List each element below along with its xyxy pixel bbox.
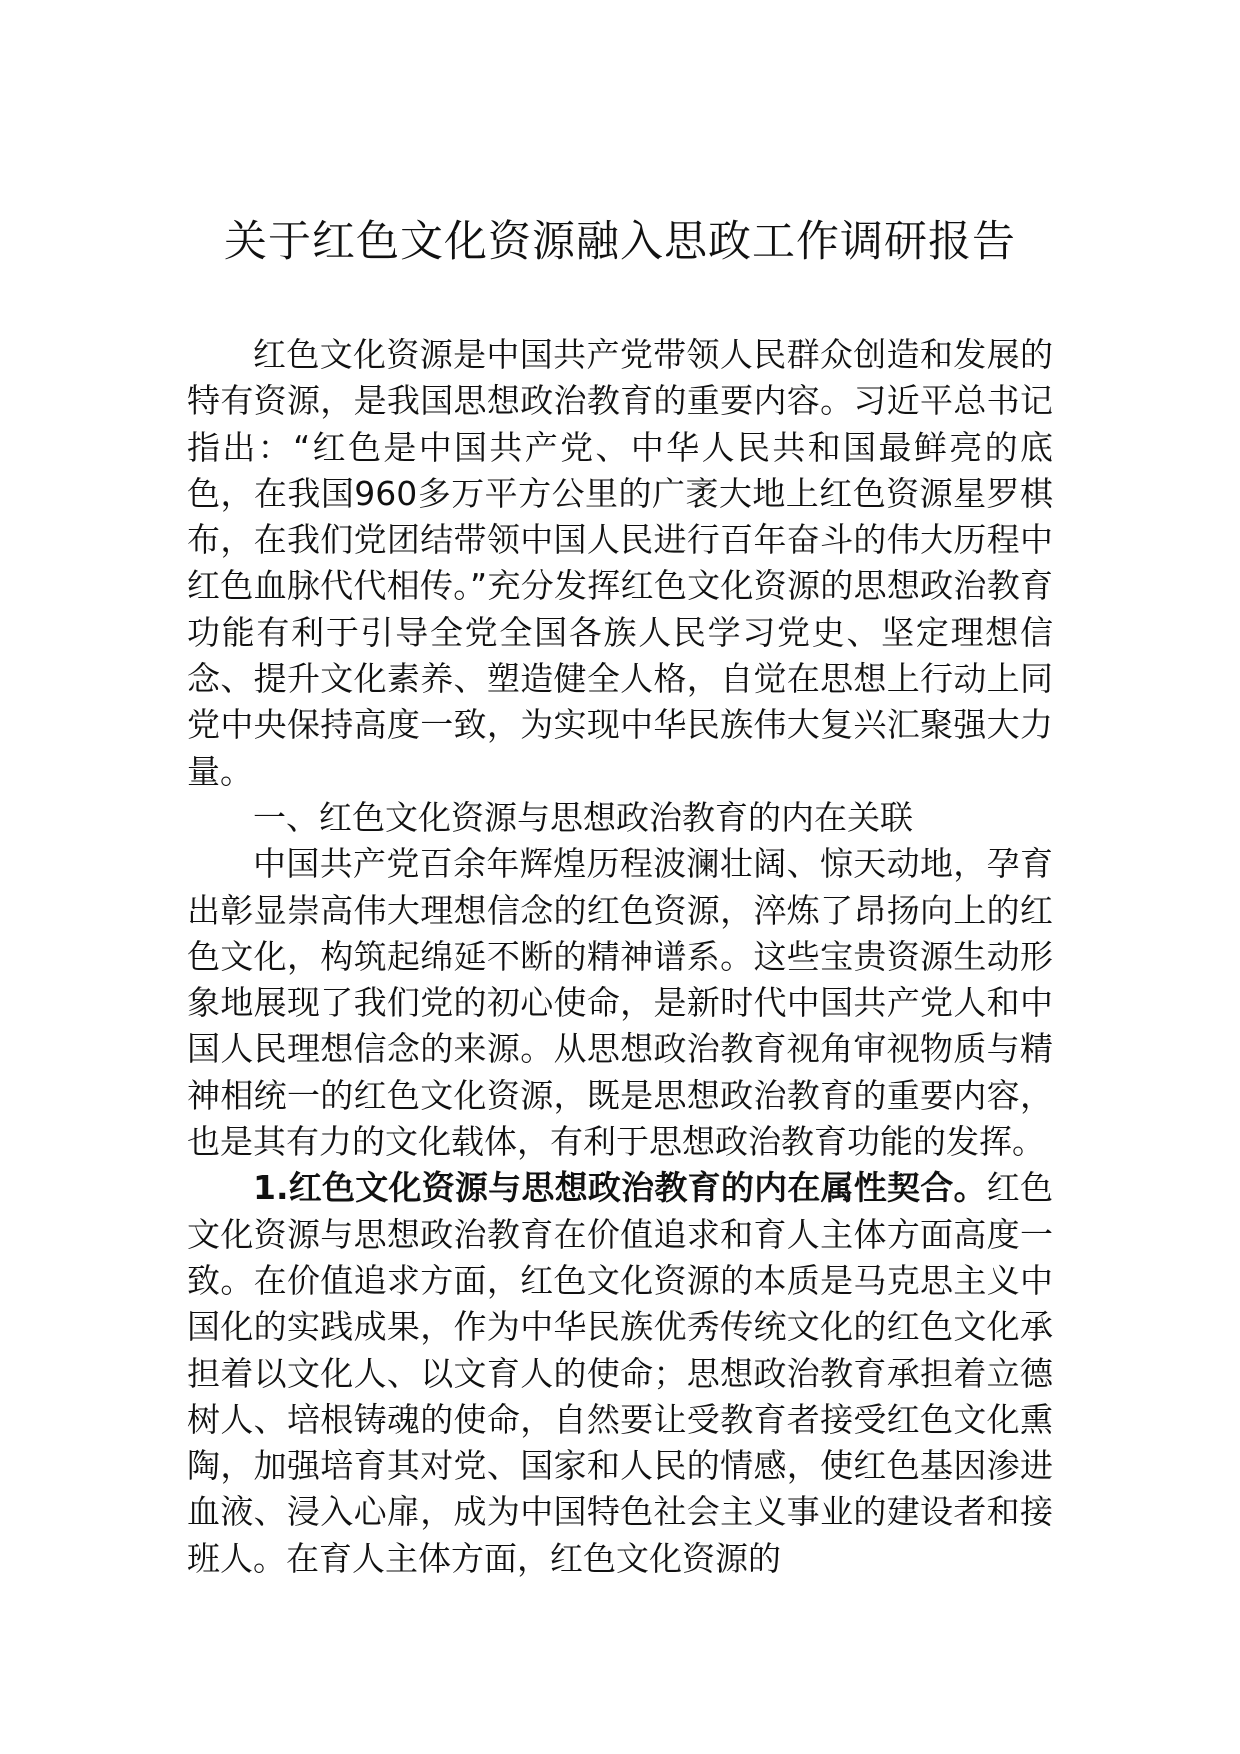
document-body: [187, 332, 1053, 1582]
section-heading: 一、红色文化资源与思想政治教育的内在关联: [253, 797, 913, 837]
point-paragraph: [187, 1165, 1053, 1582]
point-body: 红色文化资源与思想政治教育在价值追求和育人主体方面高度一致。在价值追求方面，红色文化资源的本质是马克思主义中国化的实践成果，作为中华民族优秀传统文化的红色文化承担着以文化人、以文育人的使命；思想政治教育承担着立德树人、培根铸魂的使命，自然要让受教育者接受红色文化熏陶，加强培育其对党、国家和人民的情感，使红色基因渗进血液、浸入心扉，成为中国特色社会主义事业的建设者和接班人。在育人主体方面，红色文化资源的: [187, 1168, 1054, 1578]
intro-paragraph: 红色文化资源是中国共产党带领人民群众创造和发展的特有资源，是我国思想政治教育的重要内容。习近平总书记指出：“红色是中国共产党、中华人民共和国最鲜亮的底色，在我国960多万平方公里的广袤大地上红色资源星罗棋布，在我们党团结带领中国人民进行百年奋斗的伟大历程中红色血脉代代相传。”充分发挥红色文化资源的思想政治教育功能有利于引导全党全国各族人民学习党史、坚定理想信念、提升文化素养、塑造健全人格，自觉在思想上行动上同党中央保持高度一致，为实现中华民族伟大复兴汇聚强大力量。: [187, 335, 1053, 791]
document-title: 关于红色文化资源融入思政工作调研报告: [224, 217, 1016, 267]
point-lead: 1.红色文化资源与思想政治教育的内在属性契合。: [253, 1168, 987, 1208]
section-paragraph: 中国共产党百余年辉煌历程波澜壮阔、惊天动地，孕育出彰显崇高伟大理想信念的红色资源，淬炼了昂扬向上的红色文化，构筑起绵延不断的精神谱系。这些宝贵资源生动形象地展现了我们党的初心使命，是新时代中国共产党人和中国人民理想信念的来源。从思想政治教育视角审视物质与精神相统一的红色文化资源，既是思想政治教育的重要内容，也是其有力的文化载体，有利于思想政治教育功能的发挥。: [187, 844, 1053, 1162]
